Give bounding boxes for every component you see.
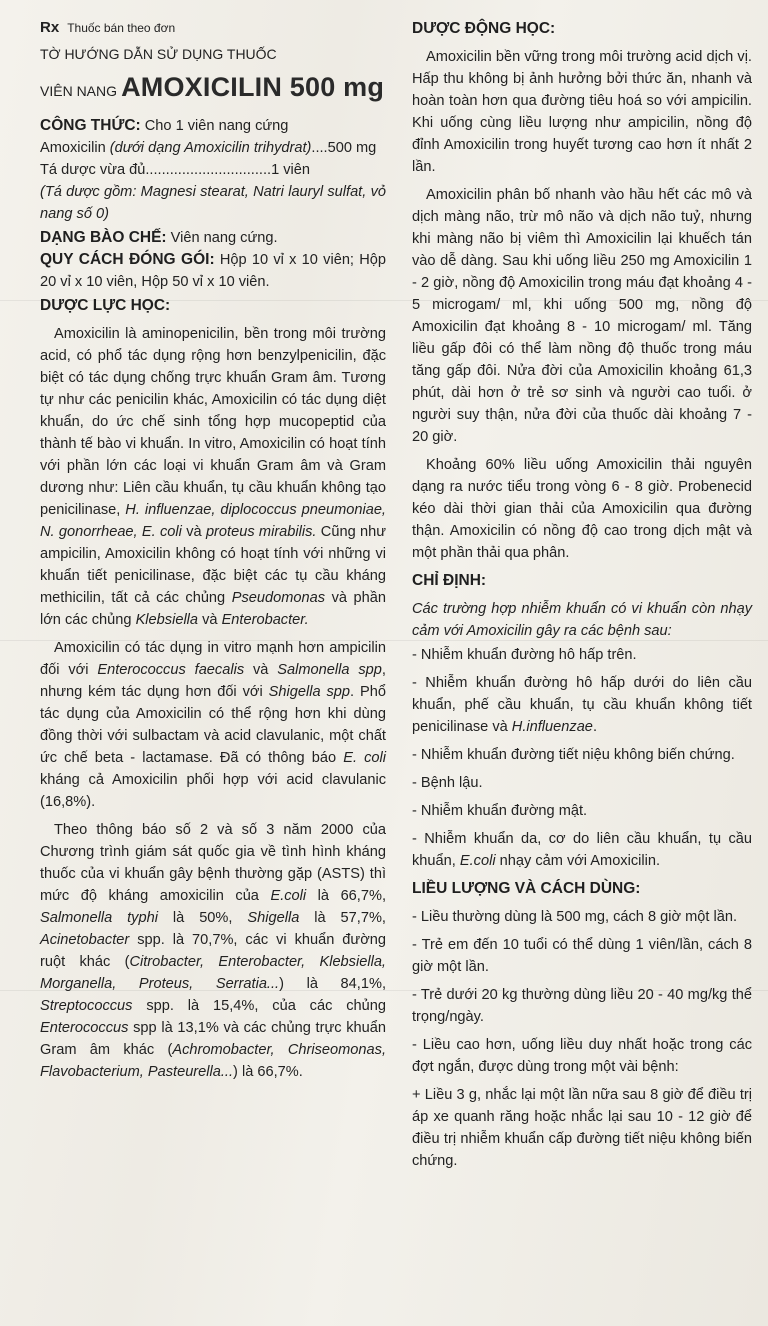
packaging-text: Hộp 10 vỉ x 10 viên; Hộp 20 vỉ x 10 viên, Hộp 50 vỉ x 10 viên. — [40, 252, 386, 290]
active-ingredient-line — [40, 137, 386, 159]
dosage-form-heading: DẠNG BÀO CHẾ: — [40, 229, 167, 246]
product-title — [40, 70, 386, 109]
indication-item: - Nhiễm khuẩn đường mật. — [412, 803, 588, 819]
text-run: E.coli — [270, 888, 307, 904]
pharmacodynamics-heading: DƯỢC LỰC HỌC: — [40, 297, 171, 314]
indication-item: - Nhiễm khuẩn đường hô hấp trên. — [412, 647, 637, 663]
indication-item: - Nhiễm khuẩn đường tiết niệu không biến chứng. — [412, 747, 735, 763]
composition-line — [40, 115, 386, 137]
text-run: Pseudomonas — [231, 590, 326, 606]
text-run: . Phổ tác dụng của Amoxicilin có thể rộng hơn khi dùng đồng thời với sulbactam và acid clavulanic, một chất ức chế beta - lactamase. Đã có thông báo — [40, 684, 386, 766]
text-run: là 50%, — [157, 910, 248, 926]
indication-item — [412, 828, 752, 872]
right-column — [412, 18, 752, 1178]
dosage-heading: LIỀU LƯỢNG VÀ CÁCH DÙNG: — [412, 880, 641, 897]
dosage-item: - Trẻ dưới 20 kg thường dùng liều 20 - 40 mg/kg thể trọng/ngày. — [412, 987, 752, 1025]
excipient-amount: ...............................1 viên — [145, 162, 311, 178]
product-name: AMOXICILIN 500 mg — [121, 72, 385, 102]
text-run: Enterococcus faecalis — [97, 662, 245, 678]
rx-line — [40, 18, 386, 38]
pharmacodynamics-paragraph-3 — [40, 819, 386, 1083]
text-run: spp là 13,1% và các chủng trực khuẩn Gram âm khác ( — [40, 1020, 386, 1058]
excipient-list: (Tá dược gồm: Magnesi stearat, Natri lauryl sulfat, vỏ nang số 0) — [40, 184, 386, 222]
text-run: spp. là 15,4%, của các chủng — [132, 998, 386, 1014]
pharmacodynamics-paragraph-1 — [40, 323, 386, 631]
product-prefix: VIÊN NANG — [40, 83, 118, 99]
packaging-heading: QUY CÁCH ĐÓNG GÓI: — [40, 251, 215, 268]
active-name: Amoxicilin — [40, 140, 106, 156]
pharmacodynamics-paragraph-2 — [40, 637, 386, 813]
active-amount: ....500 mg — [311, 140, 377, 156]
text-run: là 66,7%, — [306, 888, 387, 904]
text-run: - Nhiễm khuẩn đường hô hấp dưới do liên cầu khuẩn, phế cầu khuẩn, tụ cầu khuẩn không tiết penicilinase và — [412, 675, 752, 735]
left-column — [40, 18, 386, 1089]
text-run: và — [181, 524, 206, 540]
text-run: Shigella — [247, 910, 300, 926]
text-run: E.coli — [459, 853, 496, 869]
leaflet-title: TỜ HƯỚNG DẪN SỬ DỤNG THUỐC — [40, 46, 277, 62]
text-run: ) là 66,7%. — [233, 1064, 303, 1080]
pharmacokinetics-paragraph-3: Khoảng 60% liều uống Amoxicilin thải nguyên dạng ra nước tiểu trong vòng 6 - 8 giờ. Probenecid kéo dài thời gian thải của Amoxicilin qua đường thận. Amoxicilin có nồng độ cao trong dịch mật và một phần thải qua phân. — [412, 457, 752, 561]
pharmacokinetics-heading: DƯỢC ĐỘNG HỌC: — [412, 20, 556, 37]
text-run: và phần lớn các chủng — [40, 590, 386, 628]
text-run: H. influenzae, diplococcus pneumoniae, N. gonorrheae, E. coli — [40, 502, 386, 540]
text-run: - Nhiễm khuẩn da, cơ do liên cầu khuẩn, tụ cầu khuẩn, — [412, 831, 752, 869]
excipient-label: Tá dược vừa đủ — [40, 162, 146, 178]
text-run: Salmonella typhi — [40, 910, 158, 926]
pharmacokinetics-paragraph-1: Amoxicilin bền vững trong môi trường acid dịch vị. Hấp thu không bị ảnh hưởng bởi thức ăn, nhanh và hoàn toàn hơn qua đường tiêu hoá so với ampicilin. Khi uống cùng liều lượng như ampicilin, nồng độ đỉnh Amoxicilin trong huyết tương cao hơn ít nhất 2 lần. — [412, 49, 752, 175]
dosage-item: + Liều 3 g, nhắc lại một lần nữa sau 8 giờ để điều trị áp xe quanh răng hoặc nhắc lại sau 10 - 12 giờ để điều trị nhiễm khuẩn cấp đường tiết niệu không biến chứng. — [412, 1087, 752, 1169]
composition-heading: CÔNG THỨC: — [40, 117, 141, 134]
text-run: và — [244, 662, 278, 678]
text-run: Theo thông báo số 2 và số 3 năm 2000 của Chương trình giám sát quốc gia về tình hình kháng thuốc của vi khuẩn gây bệnh thường gặp (ASTS) thì mức độ kháng amoxicilin của — [40, 822, 386, 904]
text-run: E. coli — [343, 750, 386, 766]
excipient-line — [40, 159, 386, 181]
text-run: Enterococcus — [40, 1020, 129, 1036]
text-run: Amoxicilin là aminopenicilin, bền trong môi trường acid, có phổ tác dụng rộng hơn benzylpenicilin, đặc biệt có tác dụng chống trực khuẩn Gram âm. Tương tự như các penicilin khác, Amoxicilin có tác dụng diệt khuẩn, do ức chế sinh tổng hợp mucopeptid của thành tế bào vi khuẩn. In vitro, Amoxicilin có hoạt tính với phần lớn các loại vi khuẩn Gram âm và Gram dương như: Liên cầu khuẩn, tụ cầu khuẩn không tạo penicilinase, — [40, 326, 386, 518]
text-run: H.influenzae — [511, 719, 593, 735]
dosage-form-text: Viên nang cứng. — [170, 230, 278, 246]
dosage-form-line — [40, 227, 386, 249]
indication-item — [412, 672, 752, 738]
text-run: spp. là 70,7%, các vi khuẩn đường ruột khác ( — [40, 932, 386, 970]
text-run: Amoxicilin có tác dụng in vitro mạnh hơn ampicilin đối với — [40, 640, 386, 678]
text-run: , nhưng kém tác dụng hơn đối với — [40, 662, 386, 700]
text-run: Streptococcus — [40, 998, 133, 1014]
text-run: kháng cả Amoxicilin phối hợp với acid clavulanic (16,8%). — [40, 772, 386, 810]
text-run: . — [592, 719, 597, 735]
text-run: Achromobacter, Chriseomonas, Flavobacterium, Pasteurella... — [40, 1042, 387, 1080]
text-run: Citrobacter, Enterobacter, Klebsiella, Morganella, Proteus, Serratia... — [40, 954, 386, 992]
dosage-item: - Trẻ em đến 10 tuổi có thể dùng 1 viên/lần, cách 8 giờ một lần. — [412, 937, 752, 975]
composition-intro: Cho 1 viên nang cứng — [144, 118, 289, 134]
packaging-line — [40, 249, 386, 293]
dosage-item: - Liều thường dùng là 500 mg, cách 8 giờ một lần. — [412, 909, 738, 925]
text-run: và — [198, 612, 222, 628]
pharmacokinetics-paragraph-2: Amoxicilin phân bố nhanh vào hầu hết các mô và dịch màng não, trừ mô não và dịch não tuỷ, nhưng khi màng não bị viêm thì Amoxicilin lại khuếch tán vào dễ dàng. Sau khi uống liều 250 mg Amoxicilin 1 - 2 giờ, nồng độ Amoxicilin trong máu đạt khoảng 4 - 5 microgam/ ml, khi uống 500 mg, nồng độ Amoxicilin đạt khoảng 8 - 10 microgam/ ml. Tăng liều gấp đôi có thể làm nồng độ thuốc trong máu tăng gấp đôi. Nửa đời của Amoxicilin khoảng 61,3 phút, dài hơn ở trẻ sơ sinh và người cao tuổi. ở người suy thận, nửa đời của thuốc dài khoảng 7 - 20 giờ. — [412, 187, 752, 445]
active-form: (dưới dạng Amoxicilin trihydrat) — [109, 140, 312, 156]
text-run: Cũng như ampicilin, Amoxicilin không có hoạt tính với những vi khuẩn tiết penicilinase, đặc biệt các tụ cầu kháng methicilin, tất cả các chủng — [40, 524, 386, 606]
text-run: ) là 84,1%, — [279, 976, 386, 992]
indications-heading: CHỈ ĐỊNH: — [412, 572, 487, 589]
text-run: Klebsiella — [135, 612, 199, 628]
rx-symbol: Rx — [40, 19, 60, 36]
text-run: proteus mirabilis. — [205, 524, 317, 540]
text-run: Salmonella spp — [277, 662, 382, 678]
dosage-item: - Liều cao hơn, uống liều duy nhất hoặc trong các đợt ngắn, được dùng trong một vài bệnh: — [412, 1037, 752, 1075]
indication-item: - Bệnh lậu. — [412, 775, 483, 791]
text-run: Shigella spp — [268, 684, 351, 700]
text-run: Enterobacter. — [221, 612, 309, 628]
text-run: nhạy cảm với Amoxicilin. — [495, 853, 661, 869]
rx-note: Thuốc bán theo đơn — [67, 21, 176, 35]
text-run: Acinetobacter — [40, 932, 130, 948]
text-run: là 57,7%, — [299, 910, 386, 926]
indications-intro: Các trường hợp nhiễm khuẩn có vi khuẩn còn nhạy cảm với Amoxicilin gây ra các bệnh sau: — [412, 601, 752, 639]
